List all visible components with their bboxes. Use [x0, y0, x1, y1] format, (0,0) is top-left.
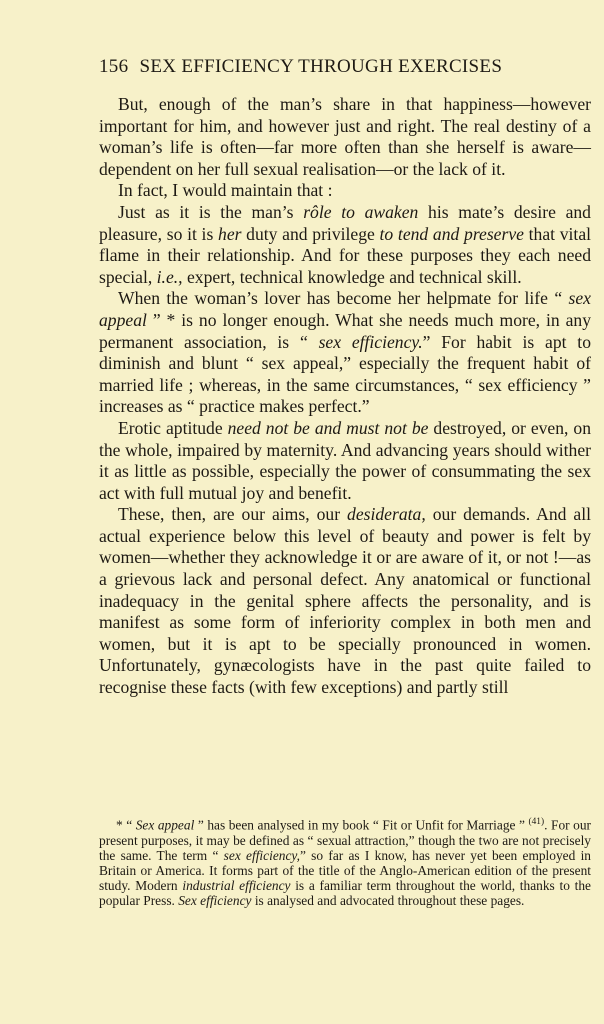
italic-text: her — [218, 223, 242, 244]
text-run: ” * is no longer enough. What she needs much more, in any permanent association, is “ — [99, 309, 591, 352]
text-run: is analysed and advocated throughout these pages. — [251, 893, 525, 909]
text-run: . For our present purposes, it may be defined as “ sexual attraction,” though the two are not precisely the same. The term “ — [99, 817, 592, 863]
italic-text: industrial efficiency — [182, 878, 291, 894]
paragraph — [99, 288, 591, 418]
text-run: destroyed, or even, on the whole, impaired by maternity. And advancing years should wither it as little as possible, especially the power of consummating the sex act with full mutual joy and benefit. — [99, 417, 591, 503]
text-run: When the woman’s lover has become her helpmate for life “ — [118, 288, 569, 309]
body-text — [99, 94, 591, 699]
italic-text: need not be and must not be — [227, 417, 429, 438]
italic-text: Sex appeal — [135, 817, 195, 833]
paragraph — [99, 94, 591, 180]
footnote — [99, 815, 591, 909]
page-number: 156 — [99, 56, 129, 77]
text-run: In fact, I would maintain that : — [118, 180, 333, 201]
italic-text: i.e., — [156, 266, 183, 287]
text-run: ” has been analysed in my book “ Fit or Unfit for Marriage ” — [194, 817, 529, 833]
text-run: duty and privilege — [241, 223, 380, 244]
text-run: ” so far as I know, has never yet been employed in Britain or America. It forms part of the title of the Anglo-American edition of the present study. Modern — [99, 847, 591, 894]
text-run: our demands. And all actual experience below this level of beauty and power is felt by women—whether they acknowledge it or are aware of it, or not !—as a grievous lack and personal defect. Any anatomical or functional inadequacy in the genital sphere affects the personality, and is manifest as some form of inferiority complex in both men and women, but it is apt to be specially pronounced in women. Unfortunately, gynæcologists have in the past quite failed to recognise these facts (with few exceptions) and partly still — [99, 504, 591, 698]
text-run: Erotic aptitude — [118, 417, 228, 438]
paragraph — [99, 202, 591, 288]
text-run: ” For habit is apt to diminish and blunt “ sex appeal,” especially the frequent habit of married life ; whereas, in the same circumstances, “ sex efficiency ” increases as “ practice makes perfect.” — [99, 331, 591, 417]
text-run: that vital flame in their relationship. And for these purposes they each need special, — [99, 223, 592, 287]
italic-text: desiderata, — [347, 504, 426, 525]
paragraph — [99, 504, 591, 698]
italic-text: sex efficiency, — [223, 847, 300, 863]
paragraph — [99, 180, 591, 202]
italic-text: Sex efficiency — [178, 893, 252, 909]
text-run: is a familiar term throughout the world, thanks to the popular Press. — [99, 878, 591, 909]
footnote-paragraph — [99, 815, 591, 909]
italic-text: sex efficiency. — [318, 331, 423, 352]
text-run: But, enough of the man’s share in that happiness—however important for him, and however just and right. The real destiny of a woman’s life is often—far more often than she herself is aware—dependent on her full sexual realisation—or the lack of it. — [99, 94, 591, 179]
italic-text: to tend and preserve — [379, 223, 524, 244]
text-run: expert, technical knowledge and technical skill. — [182, 266, 522, 287]
text-run: his mate’s desire and pleasure, so it is — [99, 201, 591, 244]
italic-text: sex appeal — [99, 288, 591, 330]
running-header — [99, 56, 559, 78]
italic-text: rôle to awaken — [303, 201, 419, 222]
running-title: SEX EFFICIENCY THROUGH EXERCISES — [139, 56, 503, 77]
paragraph — [99, 418, 591, 504]
text-run: * “ — [116, 817, 136, 833]
reference-number: (41) — [528, 817, 545, 827]
text-run: These, then, are our aims, our — [118, 504, 348, 525]
text-run: Just as it is the man’s — [118, 201, 304, 222]
